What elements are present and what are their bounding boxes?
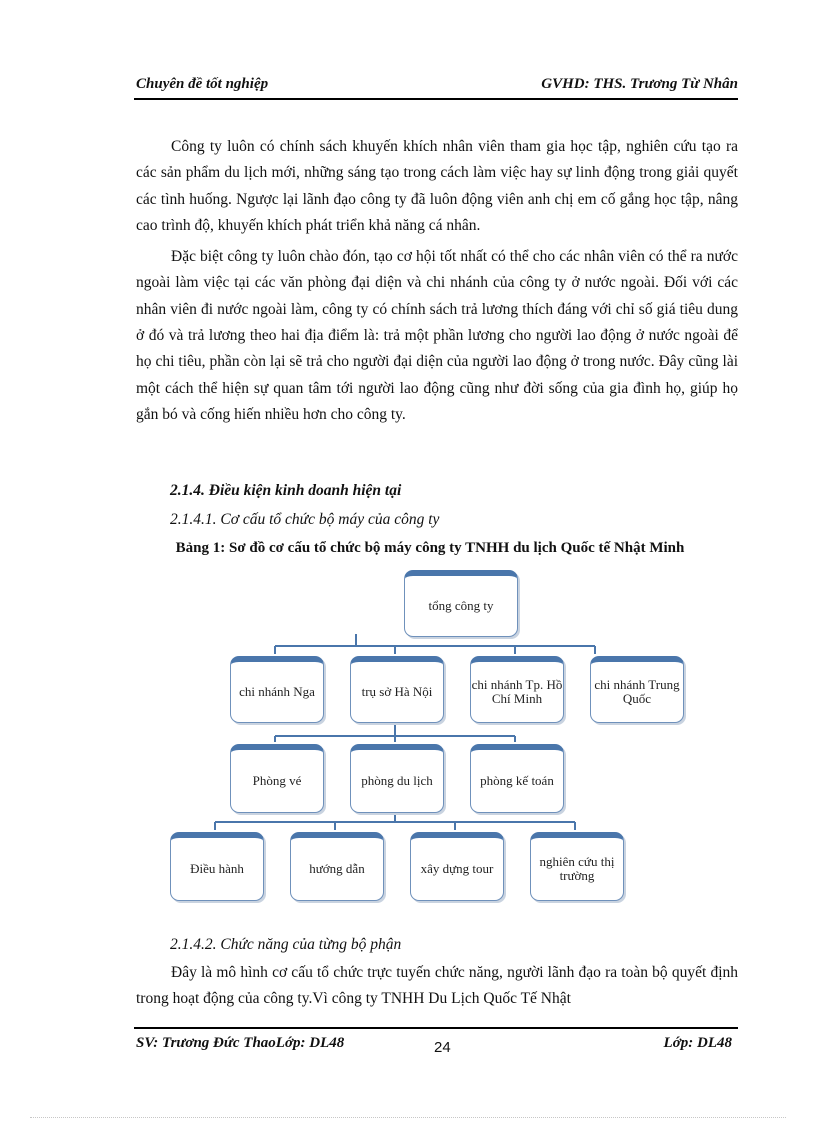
subsection-heading-2: 2.1.4.2. Chức năng của từng bộ phận: [170, 936, 402, 953]
org-node-l1-china: chi nhánh Trung Quốc: [590, 656, 684, 723]
page-footer: [134, 1027, 738, 1059]
body-text: [136, 134, 738, 428]
org-node-l1-hanoi: trụ sở Hà Nội: [350, 656, 444, 723]
footer-right: Lớp: DL48: [663, 1035, 732, 1051]
org-node-l2-travel: phòng du lịch: [350, 744, 444, 813]
page-edge-divider: [30, 1117, 786, 1118]
header-right: GVHD: THS. Trương Từ Nhân: [541, 76, 738, 92]
page-number: 24: [434, 1039, 451, 1056]
paragraph-3: Đây là mô hình cơ cấu tổ chức trực tuyến chức năng, người lãnh đạo ra toàn bộ quyết định trong hoạt động của công ty.Vì công ty TNHH Du Lịch Quốc Tế Nhật: [136, 964, 738, 1008]
header-left: Chuyên đề tốt nghiệp: [136, 76, 269, 92]
chart-caption: Bảng 1: Sơ đồ cơ cấu tổ chức bộ máy công ty TNHH du lịch Quốc tế Nhật Minh: [175, 540, 685, 556]
body-text-2: [136, 960, 738, 1013]
org-node-l3-operations: Điều hành: [170, 832, 264, 901]
footer-left: SV: Trương Đức ThaoLớp: DL48: [136, 1035, 345, 1051]
org-node-l3-tour: xây dựng tour: [410, 832, 504, 901]
page-header: [134, 76, 738, 100]
org-node-root: tổng công ty: [404, 570, 518, 637]
org-node-l1-russia: chi nhánh Nga: [230, 656, 324, 723]
paragraph-1: Công ty luôn có chính sách khuyến khích nhân viên tham gia học tập, nghiên cứu tạo ra các sản phẩm du lịch mới, những sáng tạo trong cách làm việc hay sự linh động trong giải quyết các tình huống. Ngược lại lãnh đạo công ty đã luôn động viên anh chị em cố gắng học tập, nâng cao trình độ, khuyến khích phát triển khả năng cá nhân.: [136, 138, 738, 234]
org-node-l2-accounting: phòng kế toán: [470, 744, 564, 813]
org-node-l2-ticket: Phòng vé: [230, 744, 324, 813]
subsection-heading-1: 2.1.4.1. Cơ cấu tổ chức bộ máy của công ty: [170, 511, 440, 528]
org-node-l3-guide: hướng dẫn: [290, 832, 384, 901]
org-chart: [160, 566, 680, 916]
org-node-l3-research: nghiên cứu thị trường: [530, 832, 624, 901]
org-node-l1-hcm: chi nhánh Tp. Hồ Chí Minh: [470, 656, 564, 723]
paragraph-2: Đặc biệt công ty luôn chào đón, tạo cơ hội tốt nhất có thể cho các nhân viên có thể ra nước ngoài làm việc tại các văn phòng đại diện và chi nhánh của công ty ở nước ngoài. Đối với các nhân viên đi nước ngoài làm, công ty có chính sách trả lương thích đáng với chỉ số giá tiêu dung ở đó và trả lương theo hai địa điểm là: trả một phần lương cho người lao động ở nước ngoài để họ chi tiêu, phần còn lại sẽ trả cho người đại diện của người lao động ở trong nước. Đây cũng lài một cách thể hiện sự quan tâm tới người lao động cũng như đời sống của gia đình họ, giúp họ gắn bó và cống hiến nhiều hơn cho công ty.: [136, 248, 738, 423]
section-heading: 2.1.4. Điều kiện kinh doanh hiện tại: [170, 482, 402, 499]
